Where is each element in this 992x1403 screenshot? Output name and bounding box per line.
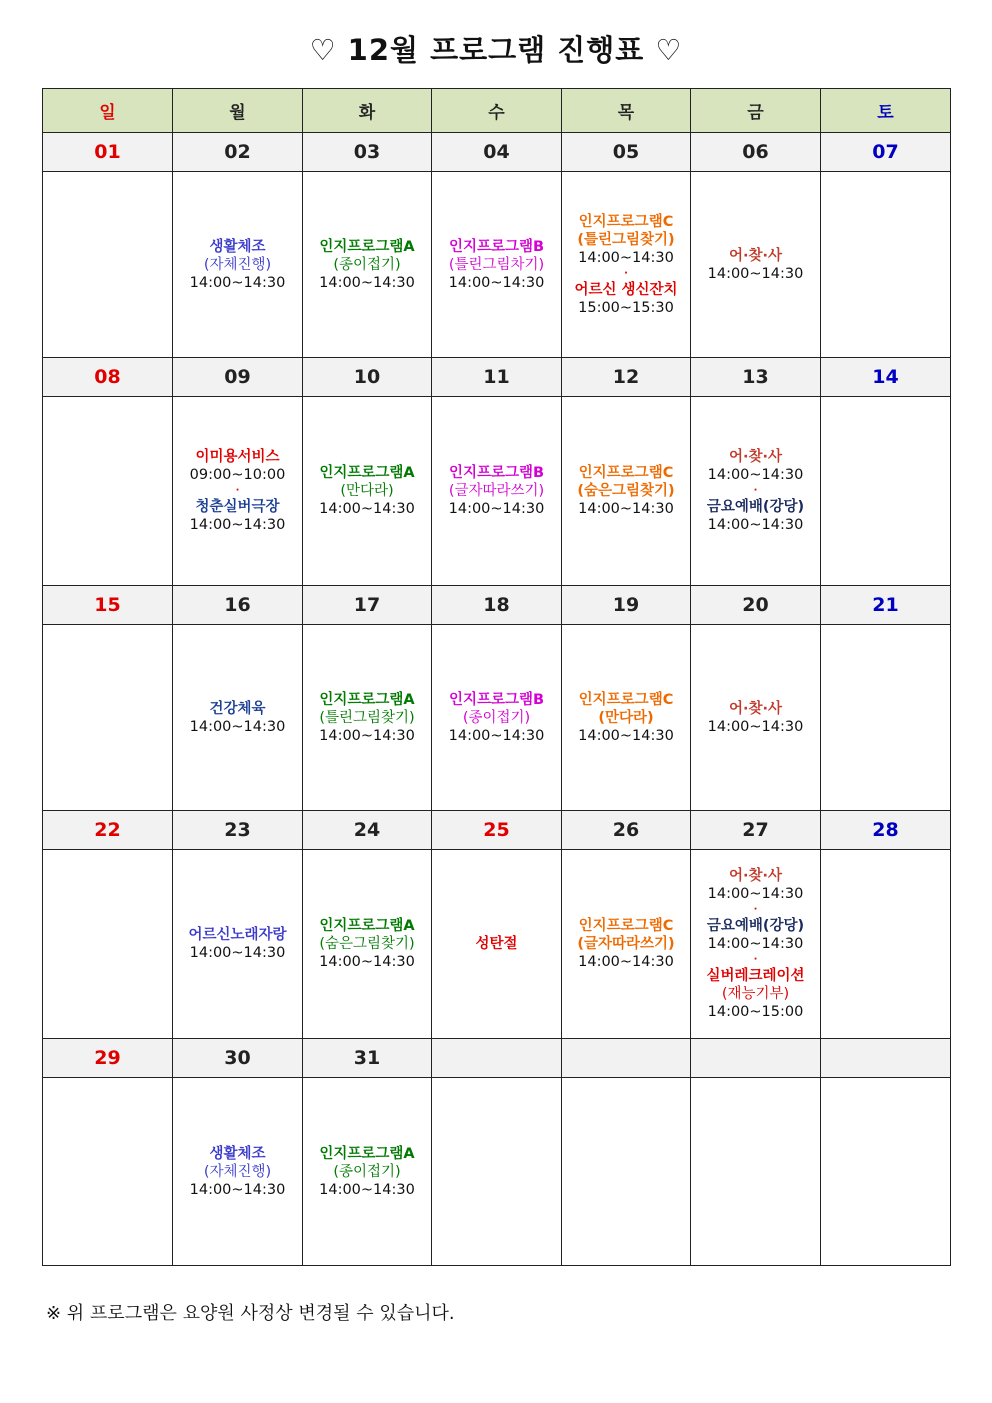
day-cell bbox=[821, 397, 951, 586]
date-number: 23 bbox=[173, 811, 303, 850]
event-title: 인지프로그램A bbox=[319, 465, 415, 481]
date-number: 06 bbox=[691, 133, 821, 172]
page-title: ♡ 12월 프로그램 진행표 ♡ bbox=[309, 33, 683, 67]
event-title: 인지프로그램A bbox=[319, 691, 415, 708]
event-separator: · bbox=[753, 954, 758, 965]
event-time: 14:00~14:30 bbox=[189, 718, 286, 735]
event-subtitle: (숨은그림찾기) bbox=[319, 936, 415, 952]
event-title: 어·찾·사 bbox=[728, 868, 783, 884]
event-separator: · bbox=[753, 904, 758, 915]
event-time: 14:00~14:30 bbox=[707, 467, 804, 483]
event-title: 생활체조 bbox=[209, 238, 266, 255]
date-number: 26 bbox=[562, 811, 691, 850]
event-title: 어·찾·사 bbox=[728, 247, 783, 264]
date-number: 18 bbox=[432, 586, 562, 625]
event-subtitle: (글자따라쓰기) bbox=[577, 936, 675, 952]
date-row bbox=[43, 586, 951, 625]
event-time: 09:00~10:00 bbox=[189, 467, 286, 483]
date-row bbox=[43, 811, 951, 850]
weekday-header: 금 bbox=[691, 89, 821, 133]
date-number: 12 bbox=[562, 358, 691, 397]
date-number bbox=[432, 1039, 562, 1078]
day-cell bbox=[562, 397, 691, 586]
event-time: 14:00~14:30 bbox=[189, 1181, 286, 1198]
day-cell bbox=[821, 625, 951, 811]
event-title: 청춘실버극장 bbox=[195, 499, 280, 515]
day-cell bbox=[691, 850, 821, 1039]
day-cell bbox=[303, 1078, 432, 1266]
day-cell bbox=[303, 625, 432, 811]
event-subtitle: (숨은그림찾기) bbox=[577, 483, 675, 499]
day-cell bbox=[562, 625, 691, 811]
event-time: 14:00~14:30 bbox=[319, 274, 415, 291]
weekday-header: 목 bbox=[562, 89, 691, 133]
day-cell bbox=[821, 172, 951, 358]
event-subtitle: (종이접기) bbox=[333, 1163, 401, 1180]
event-time: 14:00~14:30 bbox=[578, 501, 674, 517]
event-time: 14:00~14:30 bbox=[707, 886, 804, 902]
date-number: 14 bbox=[821, 358, 951, 397]
day-cell bbox=[432, 1078, 562, 1266]
date-row bbox=[43, 1039, 951, 1078]
event-time: 14:00~14:30 bbox=[578, 249, 674, 266]
event-title: 인지프로그램A bbox=[319, 238, 415, 255]
event-time: 14:00~14:30 bbox=[707, 517, 804, 533]
event-title: 인지프로그램B bbox=[448, 238, 545, 255]
event-time: 14:00~14:30 bbox=[189, 517, 286, 533]
event-title: 생활체조 bbox=[209, 1145, 266, 1162]
event-title: 인지프로그램B bbox=[448, 465, 545, 481]
event-row bbox=[43, 625, 951, 811]
event-separator: · bbox=[753, 485, 758, 496]
weekday-header: 토 bbox=[821, 89, 951, 133]
weekday-header: 월 bbox=[173, 89, 303, 133]
event-title: 성탄절 bbox=[475, 936, 518, 952]
event-time: 14:00~14:30 bbox=[319, 501, 415, 517]
event-time: 15:00~15:30 bbox=[578, 299, 674, 316]
event-subtitle: (자체진행) bbox=[203, 1163, 272, 1180]
date-number: 31 bbox=[303, 1039, 432, 1078]
event-subtitle: (자체진행) bbox=[203, 256, 272, 273]
day-cell bbox=[432, 625, 562, 811]
event-time: 14:00~14:30 bbox=[319, 727, 415, 744]
event-title: 어르신 생신잔치 bbox=[574, 281, 678, 298]
date-number: 11 bbox=[432, 358, 562, 397]
day-cell bbox=[43, 1078, 173, 1266]
event-title: 건강체육 bbox=[209, 700, 266, 717]
event-subtitle: (만다라) bbox=[598, 709, 654, 726]
day-cell bbox=[821, 850, 951, 1039]
event-row bbox=[43, 397, 951, 586]
calendar-table bbox=[42, 88, 951, 1266]
weekday-header: 화 bbox=[303, 89, 432, 133]
weekday-header: 수 bbox=[432, 89, 562, 133]
event-time: 14:00~14:30 bbox=[448, 727, 545, 744]
event-time: 14:00~15:00 bbox=[707, 1004, 804, 1020]
day-cell bbox=[43, 850, 173, 1039]
date-number: 21 bbox=[821, 586, 951, 625]
day-cell bbox=[173, 850, 303, 1039]
event-title: 금요예배(강당) bbox=[706, 918, 805, 934]
event-title: 금요예배(강당) bbox=[706, 499, 805, 515]
day-cell bbox=[562, 172, 691, 358]
day-cell bbox=[173, 397, 303, 586]
date-number: 19 bbox=[562, 586, 691, 625]
event-title: 실버레크레이션 bbox=[706, 968, 805, 984]
event-title: 어·찾·사 bbox=[728, 449, 783, 465]
date-number: 10 bbox=[303, 358, 432, 397]
event-time: 14:00~14:30 bbox=[319, 1181, 415, 1198]
weekday-header-row bbox=[43, 89, 951, 133]
event-subtitle: (재능기부) bbox=[721, 986, 790, 1002]
event-time: 14:00~14:30 bbox=[448, 501, 545, 517]
event-separator: · bbox=[624, 267, 628, 279]
date-number: 30 bbox=[173, 1039, 303, 1078]
day-cell bbox=[562, 1078, 691, 1266]
day-cell bbox=[173, 172, 303, 358]
date-number: 04 bbox=[432, 133, 562, 172]
day-cell bbox=[691, 1078, 821, 1266]
date-number bbox=[691, 1039, 821, 1078]
date-number: 13 bbox=[691, 358, 821, 397]
day-cell bbox=[691, 397, 821, 586]
event-title: 인지프로그램C bbox=[578, 213, 674, 230]
day-cell bbox=[691, 172, 821, 358]
day-cell bbox=[562, 850, 691, 1039]
event-title: 어·찾·사 bbox=[728, 700, 783, 717]
date-number: 15 bbox=[43, 586, 173, 625]
date-row bbox=[43, 133, 951, 172]
event-title: 이미용서비스 bbox=[195, 449, 280, 465]
event-title: 인지프로그램C bbox=[578, 465, 674, 481]
date-number: 05 bbox=[562, 133, 691, 172]
event-title: 인지프로그램C bbox=[578, 918, 674, 934]
event-subtitle: (종이접기) bbox=[462, 709, 531, 726]
event-time: 14:00~14:30 bbox=[707, 718, 804, 735]
event-time: 14:00~14:30 bbox=[578, 954, 674, 970]
event-subtitle: (틀린그림차기) bbox=[448, 256, 545, 273]
event-row bbox=[43, 172, 951, 358]
day-cell bbox=[303, 397, 432, 586]
event-title: 인지프로그램A bbox=[319, 1145, 415, 1162]
event-subtitle: (글자따라쓰기) bbox=[448, 483, 545, 499]
date-number: 24 bbox=[303, 811, 432, 850]
day-cell bbox=[303, 850, 432, 1039]
event-title: 인지프로그램A bbox=[319, 918, 415, 934]
event-title: 인지프로그램C bbox=[578, 691, 674, 708]
date-number: 09 bbox=[173, 358, 303, 397]
event-title: 어르신노래자랑 bbox=[188, 927, 287, 943]
date-number: 25 bbox=[432, 811, 562, 850]
footer-note: ※ 위 프로그램은 요양원 사정상 변경될 수 있습니다. bbox=[46, 1303, 455, 1324]
day-cell bbox=[691, 625, 821, 811]
date-number: 03 bbox=[303, 133, 432, 172]
day-cell bbox=[173, 1078, 303, 1266]
date-number: 17 bbox=[303, 586, 432, 625]
day-cell bbox=[432, 172, 562, 358]
day-cell bbox=[821, 1078, 951, 1266]
day-cell bbox=[173, 625, 303, 811]
event-title: 인지프로그램B bbox=[448, 691, 545, 708]
date-number: 01 bbox=[43, 133, 173, 172]
event-subtitle: (틀린그림찾기) bbox=[577, 231, 675, 248]
day-cell bbox=[303, 172, 432, 358]
date-number: 27 bbox=[691, 811, 821, 850]
weekday-header: 일 bbox=[43, 89, 173, 133]
event-time: 14:00~14:30 bbox=[707, 936, 804, 952]
date-number: 16 bbox=[173, 586, 303, 625]
date-number bbox=[821, 1039, 951, 1078]
date-number bbox=[562, 1039, 691, 1078]
event-separator: · bbox=[235, 485, 240, 496]
date-number: 28 bbox=[821, 811, 951, 850]
event-time: 14:00~14:30 bbox=[189, 945, 286, 961]
date-number: 29 bbox=[43, 1039, 173, 1078]
event-subtitle: (틀린그림찾기) bbox=[319, 709, 415, 726]
event-time: 14:00~14:30 bbox=[448, 274, 545, 291]
date-row bbox=[43, 358, 951, 397]
day-cell bbox=[43, 625, 173, 811]
event-time: 14:00~14:30 bbox=[707, 265, 804, 282]
date-number: 22 bbox=[43, 811, 173, 850]
event-time: 14:00~14:30 bbox=[578, 727, 674, 744]
event-time: 14:00~14:30 bbox=[319, 954, 415, 970]
event-row bbox=[43, 1078, 951, 1266]
event-subtitle: (만다라) bbox=[340, 483, 394, 499]
event-subtitle: (종이접기) bbox=[333, 256, 401, 273]
event-row bbox=[43, 850, 951, 1039]
day-cell bbox=[432, 397, 562, 586]
day-cell bbox=[432, 850, 562, 1039]
event-time: 14:00~14:30 bbox=[189, 274, 286, 291]
date-number: 02 bbox=[173, 133, 303, 172]
date-number: 08 bbox=[43, 358, 173, 397]
date-number: 07 bbox=[821, 133, 951, 172]
date-number: 20 bbox=[691, 586, 821, 625]
day-cell bbox=[43, 397, 173, 586]
day-cell bbox=[43, 172, 173, 358]
